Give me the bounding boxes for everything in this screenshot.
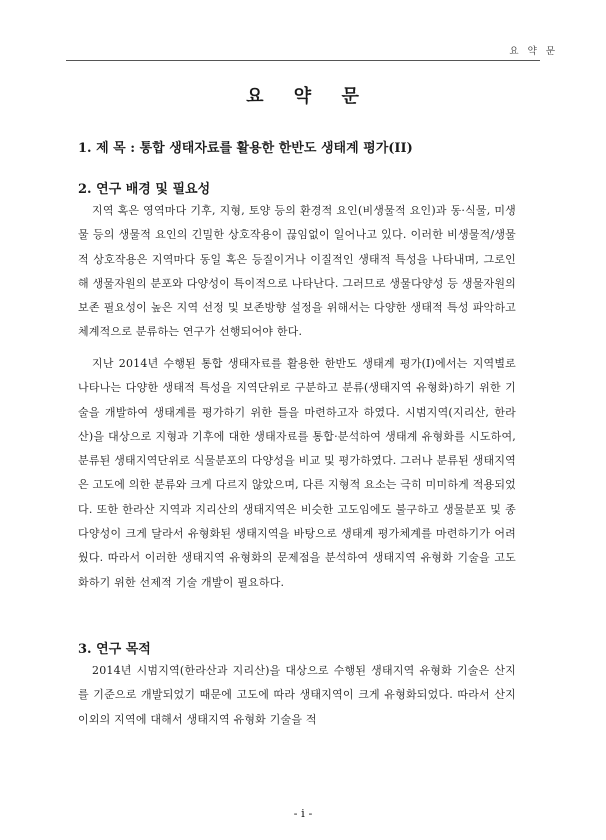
paragraph-purpose-1: 2014년 시범지역(한라산과 지리산)을 대상으로 수행된 생태지역 유형화 기술은 산지를 기준으로 개발되었기 때문에 고도에 따라 생태지역이 크게 유형화되었다. 따라서 산지 이외의 지역에 대해서 생태지역 유형화 기술을 적	[78, 664, 516, 726]
header-divider	[66, 60, 540, 61]
section-heading-title: 1. 제 목 : 통합 생태자료를 활용한 한반도 생태계 평가(II)	[78, 141, 413, 156]
section-heading-purpose: 3. 연구 목적	[78, 642, 151, 657]
running-header: 요 약 문	[509, 46, 558, 57]
section-heading-background: 2. 연구 배경 및 필요성	[78, 182, 211, 197]
paragraph-background-1: 지역 혹은 영역마다 기후, 지형, 토양 등의 환경적 요인(비생물적 요인)과 동·식물, 미생물 등의 생물적 요인의 긴밀한 상호작용이 끊임없이 일어나고 있다. 이러한 비생물적/생물적 상호작용은 지역마다 동일 혹은 등질이거나 이질적인 생태적 특성을 나타내며, 그로인해 생물자원의 분포와 다양성이 특이적으로 나타난다. 그러므로 생물다양성 등 생물자원의 보존 필요성이 높은 지역 선정 및 보존방향 설정을 위해서는 다양한 생태적 특성 파악하고 체계적으로 분류하는 연구가 선행되어야 한다.	[78, 204, 516, 339]
page-number: - i -	[293, 806, 313, 820]
paragraph-background-2: 지난 2014년 수행된 통합 생태자료를 활용한 한반도 생태계 평가(I)에서는 지역별로 나타나는 다양한 생태적 특성을 지역단위로 구분하고 분류(생태지역 유형화)하기 위한 기술을 개발하여 생태계를 평가하기 위한 틀을 마련하고자 하였다. 시범지역(지리산, 한라산)을 대상으로 지형과 기후에 대한 생태자료를 통합·분석하여 생태계 유형화를 시도하여, 분류된 생태지역단위로 식물분포의 다양성을 비교 및 평가하였다. 그러나 분류된 생태지역은 고도에 의한 분류와 크게 다르지 않았으며, 다른 지형적 요소는 극히 미미하게 적용되었다. 또한 한라산 지역과 지리산의 생태지역은 비슷한 고도임에도 불구하고 생물분포 및 종 다양성이 크게 달라서 유형화된 생태지역을 바탕으로 생태계 평가체계를 마련하기가 어려웠다. 따라서 이러한 생태지역 유형화의 문제점을 분석하여 생태지역 유형화 기술을 고도화하기 위한 선제적 기술 개발이 필요하다.	[78, 357, 516, 589]
page-title: 요 약 문	[246, 86, 360, 107]
